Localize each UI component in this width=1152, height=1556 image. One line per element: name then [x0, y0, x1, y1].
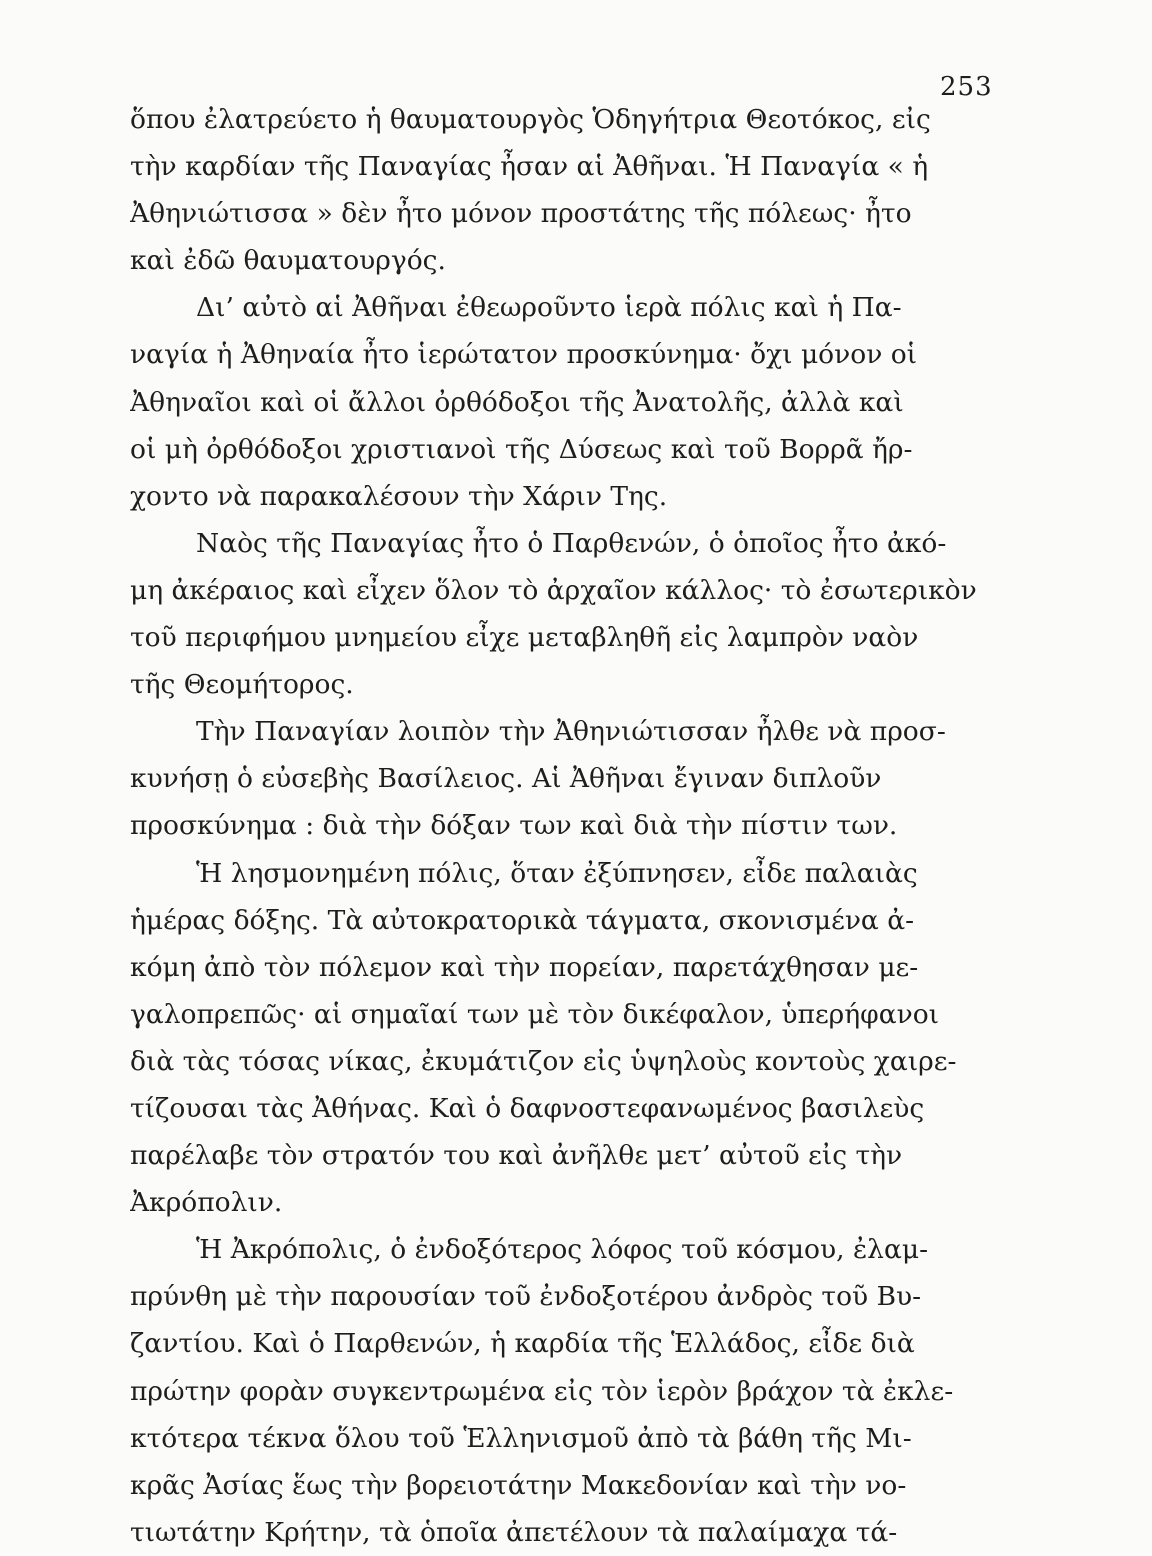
page-number: 253 [940, 72, 993, 102]
text-line: τοῦ περιφήμου μνημείου εἶχε μεταβληθῆ εἰς λαμπρὸν ναὸν [130, 622, 919, 654]
text-line: κυνήσῃ ὁ εὐσεβὴς Βασίλειος. Αἱ Ἀθῆναι ἔγιναν διπλοῦν [130, 763, 882, 795]
text-line: τὴν καρδίαν τῆς Παναγίας ἦσαν αἱ Ἀθῆναι. Ἡ Παναγία « ἡ [130, 151, 929, 183]
text-line: χοντο νὰ παρακαλέσουν τὴν Χάριν Της. [130, 480, 668, 512]
text-line: καὶ ἐδῶ θαυματουργός. [130, 245, 446, 277]
text-line: προσκύνημα : διὰ τὴν δόξαν των καὶ διὰ τὴν πίστιν των. [130, 810, 898, 842]
text-line: ζαντίου. Καὶ ὁ Παρθενών, ἡ καρδία τῆς Ἑλλάδος, εἶδε διὰ [130, 1328, 915, 1360]
text-line: παρέλαβε τὸν στρατόν του καὶ ἀνῆλθε μετ’ αὐτοῦ εἰς τὴν [130, 1140, 903, 1172]
text-line: τιωτάτην Κρήτην, τὰ ὁποῖα ἀπετέλουν τὰ παλαίμαχα τά- [130, 1516, 898, 1548]
text-line: Ἀθηναῖοι καὶ οἱ ἄλλοι ὀρθόδοξοι τῆς Ἀνατολῆς, ἀλλὰ καὶ [130, 386, 904, 418]
paragraph-first-line: Τὴν Παναγίαν λοιπὸν τὴν Ἀθηνιώτισσαν ἦλθε νὰ προσ- [196, 716, 946, 748]
text-line: γαλοπρεπῶς· αἱ σημαῖαί των μὲ τὸν δικέφαλον, ὑπερήφανοι [130, 998, 940, 1030]
text-line: πρώτην φορὰν συγκεντρωμένα εἰς τὸν ἱερὸν βράχον τὰ ἐκλε- [130, 1375, 954, 1407]
text-line: Ἀθηνιώτισσα » δὲν ἦτο μόνον προστάτης τῆς πόλεως· ἦτο [130, 198, 912, 230]
text-line: ναγία ἡ Ἀθηναία ἦτο ἱερώτατον προσκύνημα· ὄχι μόνον οἱ [130, 339, 918, 371]
text-line: ἡμέρας δόξης. Τὰ αὐτοκρατορικὰ τάγματα, σκονισμένα ἀ- [130, 904, 915, 936]
text-line: ὅπου ἐλατρεύετο ἡ θαυματουργὸς Ὁδηγήτρια Θεοτόκος, εἰς [130, 104, 931, 135]
text-line: τῆς Θεομήτορος. [130, 669, 354, 701]
paragraph-first-line: Ἡ λησμονημένη πόλις, ὅταν ἐξύπνησεν, εἶδε παλαιὰς [196, 857, 918, 889]
paragraph-first-line: Ἡ Ἀκρόπολις, ὁ ἐνδοξότερος λόφος τοῦ κόσμου, ἐλαμ- [196, 1234, 929, 1266]
text-line: μη ἀκέραιος καὶ εἶχεν ὅλον τὸ ἀρχαῖον κάλλος· τὸ ἐσωτερικὸν [130, 574, 977, 606]
text-line: διὰ τὰς τόσας νίκας, ἐκυμάτιζον εἰς ὑψηλοὺς κοντοὺς χαιρε- [130, 1045, 957, 1077]
text-line: τίζουσαι τὰς Ἀθήνας. Καὶ ὁ δαφνοστεφανωμένος βασιλεὺς [130, 1092, 925, 1124]
text-line: κρᾶς Ἀσίας ἕως τὴν βορειοτάτην Μακεδονίαν καὶ τὴν νο- [130, 1469, 907, 1501]
paragraph-first-line: Δι’ αὐτὸ αἱ Ἀθῆναι ἐθεωροῦντο ἱερὰ πόλις καὶ ἡ Πα- [196, 292, 902, 324]
body-text [130, 96, 996, 1556]
paragraph-first-line: Ναὸς τῆς Παναγίας ἦτο ὁ Παρθενών, ὁ ὁποῖος ἦτο ἀκό- [196, 527, 947, 559]
text-line: Ἀκρόπολιν. [130, 1187, 283, 1219]
text-line: οἱ μὴ ὀρθόδοξοι χριστιανοὶ τῆς Δύσεως καὶ τοῦ Βορρᾶ ἤρ- [130, 433, 913, 465]
text-line: κόμη ἀπὸ τὸν πόλεμον καὶ τὴν πορείαν, παρετάχθησαν με- [130, 951, 919, 983]
text-line: πρύνθη μὲ τὴν παρουσίαν τοῦ ἐνδοξοτέρου ἀνδρὸς τοῦ Βυ- [130, 1281, 922, 1313]
text-line: κτότερα τέκνα ὅλου τοῦ Ἑλληνισμοῦ ἀπὸ τὰ βάθη τῆς Μι- [130, 1422, 912, 1454]
